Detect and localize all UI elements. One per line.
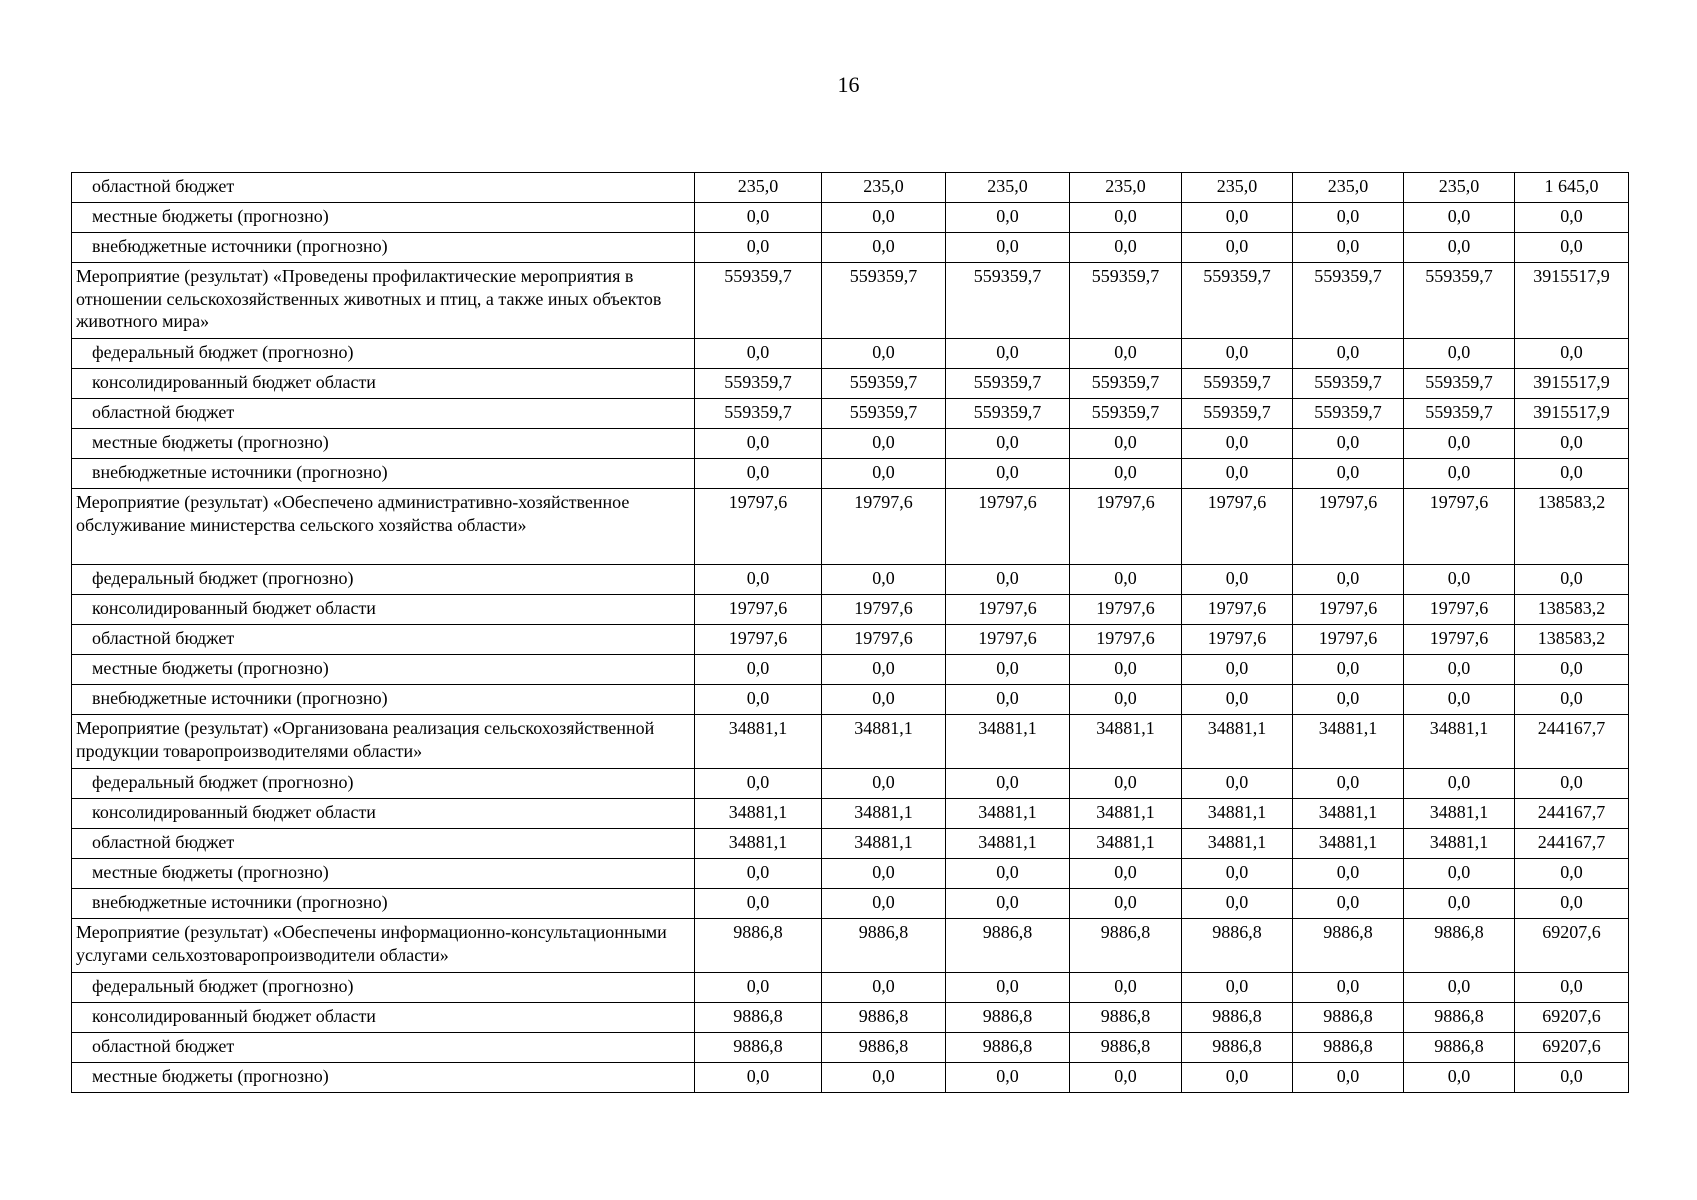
funding-source-row [72,685,1629,715]
year-value-cell: 9886,8 [1182,1033,1293,1063]
total-value-cell: 0,0 [1515,889,1629,919]
year-value-cell: 9886,8 [946,919,1070,973]
funding-source-label: местные бюджеты (прогнозно) [72,859,695,889]
funding-source-label: местные бюджеты (прогнозно) [72,429,695,459]
year-value-cell: 9886,8 [1404,919,1515,973]
year-value-cell: 0,0 [946,459,1070,489]
year-value-cell: 19797,6 [822,489,946,565]
year-value-cell: 34881,1 [1070,799,1182,829]
activity-label: Мероприятие (результат) «Проведены профилактические мероприятия в отношении сельскохозяйственных животных и птиц, а также иных объектов животного мира» [72,263,695,339]
year-value-cell: 0,0 [1182,565,1293,595]
funding-source-row [72,799,1629,829]
funding-source-label: областной бюджет [72,829,695,859]
year-value-cell: 0,0 [695,203,822,233]
year-value-cell: 34881,1 [1404,715,1515,769]
total-value-cell: 244167,7 [1515,799,1629,829]
year-value-cell: 0,0 [695,429,822,459]
total-value-cell: 0,0 [1515,1063,1629,1093]
year-value-cell: 0,0 [1293,685,1404,715]
funding-source-label: федеральный бюджет (прогнозно) [72,973,695,1003]
year-value-cell: 0,0 [1404,973,1515,1003]
year-value-cell: 19797,6 [1293,489,1404,565]
year-value-cell: 9886,8 [1070,919,1182,973]
year-value-cell: 0,0 [822,889,946,919]
year-value-cell: 19797,6 [1070,625,1182,655]
funding-source-label: внебюджетные источники (прогнозно) [72,889,695,919]
year-value-cell: 0,0 [695,459,822,489]
year-value-cell: 19797,6 [1070,489,1182,565]
year-value-cell: 19797,6 [1404,595,1515,625]
year-value-cell: 0,0 [1293,203,1404,233]
year-value-cell: 235,0 [1182,173,1293,203]
year-value-cell: 19797,6 [946,595,1070,625]
year-value-cell: 0,0 [1070,859,1182,889]
activity-row [72,489,1629,565]
total-value-cell: 0,0 [1515,769,1629,799]
year-value-cell: 9886,8 [946,1003,1070,1033]
total-value-cell: 138583,2 [1515,489,1629,565]
page-number: 16 [837,72,860,97]
funding-source-row [72,1003,1629,1033]
year-value-cell: 19797,6 [1404,489,1515,565]
funding-source-row [72,595,1629,625]
year-value-cell: 0,0 [822,655,946,685]
funding-source-row [72,625,1629,655]
year-value-cell: 0,0 [1182,655,1293,685]
year-value-cell: 559359,7 [822,263,946,339]
year-value-cell: 9886,8 [1070,1003,1182,1033]
year-value-cell: 19797,6 [822,595,946,625]
year-value-cell: 19797,6 [1182,625,1293,655]
total-value-cell: 0,0 [1515,973,1629,1003]
year-value-cell: 34881,1 [695,799,822,829]
year-value-cell: 34881,1 [1182,715,1293,769]
year-value-cell: 34881,1 [822,829,946,859]
total-value-cell: 0,0 [1515,459,1629,489]
year-value-cell: 9886,8 [1070,1033,1182,1063]
year-value-cell: 0,0 [822,459,946,489]
year-value-cell: 559359,7 [1070,369,1182,399]
year-value-cell: 34881,1 [1404,799,1515,829]
year-value-cell: 34881,1 [822,715,946,769]
year-value-cell: 0,0 [1293,973,1404,1003]
year-value-cell: 34881,1 [1070,715,1182,769]
year-value-cell: 235,0 [1404,173,1515,203]
year-value-cell: 0,0 [1070,339,1182,369]
funding-source-label: консолидированный бюджет области [72,595,695,625]
total-value-cell: 0,0 [1515,655,1629,685]
year-value-cell: 0,0 [1404,233,1515,263]
year-value-cell: 0,0 [946,859,1070,889]
year-value-cell: 0,0 [695,339,822,369]
year-value-cell: 0,0 [946,889,1070,919]
year-value-cell: 0,0 [1070,889,1182,919]
year-value-cell: 0,0 [1293,339,1404,369]
year-value-cell: 559359,7 [695,263,822,339]
year-value-cell: 0,0 [822,203,946,233]
year-value-cell: 0,0 [822,973,946,1003]
year-value-cell: 0,0 [1404,769,1515,799]
year-value-cell: 19797,6 [695,489,822,565]
year-value-cell: 0,0 [1070,565,1182,595]
year-value-cell: 0,0 [1182,429,1293,459]
year-value-cell: 0,0 [822,685,946,715]
year-value-cell: 0,0 [946,973,1070,1003]
year-value-cell: 19797,6 [1293,595,1404,625]
year-value-cell: 0,0 [1293,459,1404,489]
year-value-cell: 0,0 [822,859,946,889]
funding-source-row [72,829,1629,859]
funding-source-row [72,233,1629,263]
year-value-cell: 559359,7 [1293,263,1404,339]
funding-source-label: консолидированный бюджет области [72,369,695,399]
year-value-cell: 0,0 [1182,769,1293,799]
year-value-cell: 0,0 [1293,1063,1404,1093]
year-value-cell: 19797,6 [1293,625,1404,655]
year-value-cell: 34881,1 [1182,829,1293,859]
year-value-cell: 0,0 [695,889,822,919]
funding-source-row [72,399,1629,429]
year-value-cell: 34881,1 [946,799,1070,829]
year-value-cell: 34881,1 [1293,799,1404,829]
year-value-cell: 0,0 [946,203,1070,233]
year-value-cell: 9886,8 [1404,1003,1515,1033]
total-value-cell: 138583,2 [1515,625,1629,655]
total-value-cell: 3915517,9 [1515,369,1629,399]
year-value-cell: 9886,8 [695,919,822,973]
funding-source-row [72,655,1629,685]
activity-row [72,715,1629,769]
year-value-cell: 0,0 [1182,233,1293,263]
activity-label: Мероприятие (результат) «Обеспечены информационно-консультационными услугами сельхозтоваропроизводители области» [72,919,695,973]
funding-source-row [72,459,1629,489]
year-value-cell: 0,0 [1182,889,1293,919]
funding-source-row [72,173,1629,203]
total-value-cell: 3915517,9 [1515,399,1629,429]
year-value-cell: 0,0 [946,339,1070,369]
year-value-cell: 34881,1 [1293,829,1404,859]
total-value-cell: 0,0 [1515,203,1629,233]
year-value-cell: 19797,6 [1182,595,1293,625]
funding-source-row [72,1063,1629,1093]
year-value-cell: 34881,1 [1293,715,1404,769]
year-value-cell: 0,0 [1293,769,1404,799]
funding-source-label: федеральный бюджет (прогнозно) [72,339,695,369]
total-value-cell: 244167,7 [1515,715,1629,769]
funding-source-label: внебюджетные источники (прогнозно) [72,233,695,263]
funding-source-label: местные бюджеты (прогнозно) [72,1063,695,1093]
funding-source-row [72,339,1629,369]
year-value-cell: 0,0 [946,429,1070,459]
total-value-cell: 69207,6 [1515,919,1629,973]
year-value-cell: 0,0 [1293,655,1404,685]
year-value-cell: 0,0 [695,1063,822,1093]
funding-source-label: местные бюджеты (прогнозно) [72,203,695,233]
year-value-cell: 34881,1 [946,829,1070,859]
activity-row [72,263,1629,339]
year-value-cell: 34881,1 [1404,829,1515,859]
year-value-cell: 0,0 [695,565,822,595]
year-value-cell: 0,0 [1070,655,1182,685]
year-value-cell: 235,0 [1293,173,1404,203]
year-value-cell: 34881,1 [1182,799,1293,829]
year-value-cell: 0,0 [1070,429,1182,459]
year-value-cell: 0,0 [1404,1063,1515,1093]
funding-source-label: консолидированный бюджет области [72,799,695,829]
year-value-cell: 9886,8 [695,1003,822,1033]
year-value-cell: 0,0 [1293,429,1404,459]
year-value-cell: 19797,6 [946,489,1070,565]
year-value-cell: 0,0 [1404,655,1515,685]
year-value-cell: 0,0 [946,233,1070,263]
year-value-cell: 0,0 [1404,203,1515,233]
year-value-cell: 0,0 [946,655,1070,685]
year-value-cell: 0,0 [1404,459,1515,489]
year-value-cell: 0,0 [822,1063,946,1093]
total-value-cell: 0,0 [1515,565,1629,595]
year-value-cell: 0,0 [1293,859,1404,889]
year-value-cell: 559359,7 [1070,399,1182,429]
year-value-cell: 0,0 [695,859,822,889]
year-value-cell: 0,0 [822,339,946,369]
year-value-cell: 0,0 [1404,429,1515,459]
activity-label: Мероприятие (результат) «Обеспечено административно-хозяйственное обслуживание министерства сельского хозяйства области» [72,489,695,565]
year-value-cell: 559359,7 [946,399,1070,429]
year-value-cell: 0,0 [1404,859,1515,889]
funding-source-row [72,769,1629,799]
funding-source-label: областной бюджет [72,399,695,429]
total-value-cell: 0,0 [1515,429,1629,459]
year-value-cell: 34881,1 [695,829,822,859]
year-value-cell: 34881,1 [695,715,822,769]
year-value-cell: 0,0 [1070,203,1182,233]
year-value-cell: 235,0 [1070,173,1182,203]
total-value-cell: 244167,7 [1515,829,1629,859]
year-value-cell: 559359,7 [946,369,1070,399]
budget-table [71,172,1629,1093]
year-value-cell: 0,0 [695,973,822,1003]
year-value-cell: 19797,6 [695,595,822,625]
year-value-cell: 0,0 [1070,685,1182,715]
year-value-cell: 34881,1 [946,715,1070,769]
year-value-cell: 0,0 [1293,889,1404,919]
funding-source-label: внебюджетные источники (прогнозно) [72,459,695,489]
year-value-cell: 559359,7 [695,399,822,429]
total-value-cell: 1 645,0 [1515,173,1629,203]
year-value-cell: 9886,8 [1182,1003,1293,1033]
funding-source-label: областной бюджет [72,173,695,203]
year-value-cell: 9886,8 [1404,1033,1515,1063]
year-value-cell: 9886,8 [822,1033,946,1063]
year-value-cell: 0,0 [1404,339,1515,369]
year-value-cell: 559359,7 [1293,399,1404,429]
activity-row [72,919,1629,973]
year-value-cell: 0,0 [1404,889,1515,919]
year-value-cell: 0,0 [1404,685,1515,715]
year-value-cell: 559359,7 [946,263,1070,339]
year-value-cell: 559359,7 [822,369,946,399]
total-value-cell: 0,0 [1515,233,1629,263]
year-value-cell: 0,0 [822,233,946,263]
year-value-cell: 235,0 [946,173,1070,203]
year-value-cell: 559359,7 [695,369,822,399]
year-value-cell: 0,0 [695,685,822,715]
year-value-cell: 0,0 [1404,565,1515,595]
year-value-cell: 9886,8 [1293,1033,1404,1063]
year-value-cell: 559359,7 [1293,369,1404,399]
year-value-cell: 559359,7 [1404,369,1515,399]
year-value-cell: 19797,6 [822,625,946,655]
year-value-cell: 0,0 [1182,339,1293,369]
total-value-cell: 0,0 [1515,859,1629,889]
year-value-cell: 0,0 [946,565,1070,595]
year-value-cell: 0,0 [1182,859,1293,889]
year-value-cell: 9886,8 [946,1033,1070,1063]
total-value-cell: 0,0 [1515,685,1629,715]
year-value-cell: 559359,7 [1182,263,1293,339]
year-value-cell: 0,0 [1293,233,1404,263]
year-value-cell: 19797,6 [1404,625,1515,655]
funding-source-label: внебюджетные источники (прогнозно) [72,685,695,715]
total-value-cell: 69207,6 [1515,1033,1629,1063]
funding-source-row [72,859,1629,889]
funding-source-label: федеральный бюджет (прогнозно) [72,565,695,595]
year-value-cell: 19797,6 [695,625,822,655]
year-value-cell: 19797,6 [946,625,1070,655]
year-value-cell: 0,0 [1070,1063,1182,1093]
year-value-cell: 9886,8 [695,1033,822,1063]
year-value-cell: 0,0 [1070,459,1182,489]
year-value-cell: 0,0 [1182,1063,1293,1093]
year-value-cell: 0,0 [695,233,822,263]
total-value-cell: 0,0 [1515,339,1629,369]
funding-source-row [72,889,1629,919]
year-value-cell: 0,0 [822,769,946,799]
year-value-cell: 559359,7 [1070,263,1182,339]
year-value-cell: 0,0 [822,565,946,595]
year-value-cell: 0,0 [1182,685,1293,715]
funding-source-row [72,429,1629,459]
year-value-cell: 9886,8 [822,919,946,973]
funding-source-row [72,973,1629,1003]
year-value-cell: 559359,7 [1182,369,1293,399]
funding-source-row [72,1033,1629,1063]
year-value-cell: 0,0 [946,685,1070,715]
funding-source-row [72,565,1629,595]
total-value-cell: 3915517,9 [1515,263,1629,339]
activity-label: Мероприятие (результат) «Организована реализация сельскохозяйственной продукции товаропроизводителями области» [72,715,695,769]
year-value-cell: 0,0 [946,769,1070,799]
funding-source-label: областной бюджет [72,625,695,655]
funding-source-row [72,203,1629,233]
year-value-cell: 9886,8 [1293,919,1404,973]
year-value-cell: 9886,8 [822,1003,946,1033]
year-value-cell: 559359,7 [1404,263,1515,339]
year-value-cell: 19797,6 [1182,489,1293,565]
year-value-cell: 0,0 [695,655,822,685]
year-value-cell: 559359,7 [1182,399,1293,429]
funding-source-label: консолидированный бюджет области [72,1003,695,1033]
year-value-cell: 0,0 [946,1063,1070,1093]
year-value-cell: 0,0 [1182,203,1293,233]
funding-source-label: областной бюджет [72,1033,695,1063]
total-value-cell: 138583,2 [1515,595,1629,625]
total-value-cell: 69207,6 [1515,1003,1629,1033]
year-value-cell: 0,0 [1293,565,1404,595]
year-value-cell: 0,0 [1182,973,1293,1003]
year-value-cell: 0,0 [822,429,946,459]
year-value-cell: 235,0 [695,173,822,203]
year-value-cell: 19797,6 [1070,595,1182,625]
year-value-cell: 34881,1 [1070,829,1182,859]
year-value-cell: 235,0 [822,173,946,203]
year-value-cell: 0,0 [695,769,822,799]
funding-source-label: федеральный бюджет (прогнозно) [72,769,695,799]
year-value-cell: 34881,1 [822,799,946,829]
year-value-cell: 0,0 [1070,233,1182,263]
year-value-cell: 9886,8 [1182,919,1293,973]
year-value-cell: 0,0 [1182,459,1293,489]
year-value-cell: 559359,7 [822,399,946,429]
year-value-cell: 0,0 [1070,769,1182,799]
year-value-cell: 559359,7 [1404,399,1515,429]
funding-source-label: местные бюджеты (прогнозно) [72,655,695,685]
table-body [72,173,1629,1093]
year-value-cell: 9886,8 [1293,1003,1404,1033]
year-value-cell: 0,0 [1070,973,1182,1003]
funding-source-row [72,369,1629,399]
